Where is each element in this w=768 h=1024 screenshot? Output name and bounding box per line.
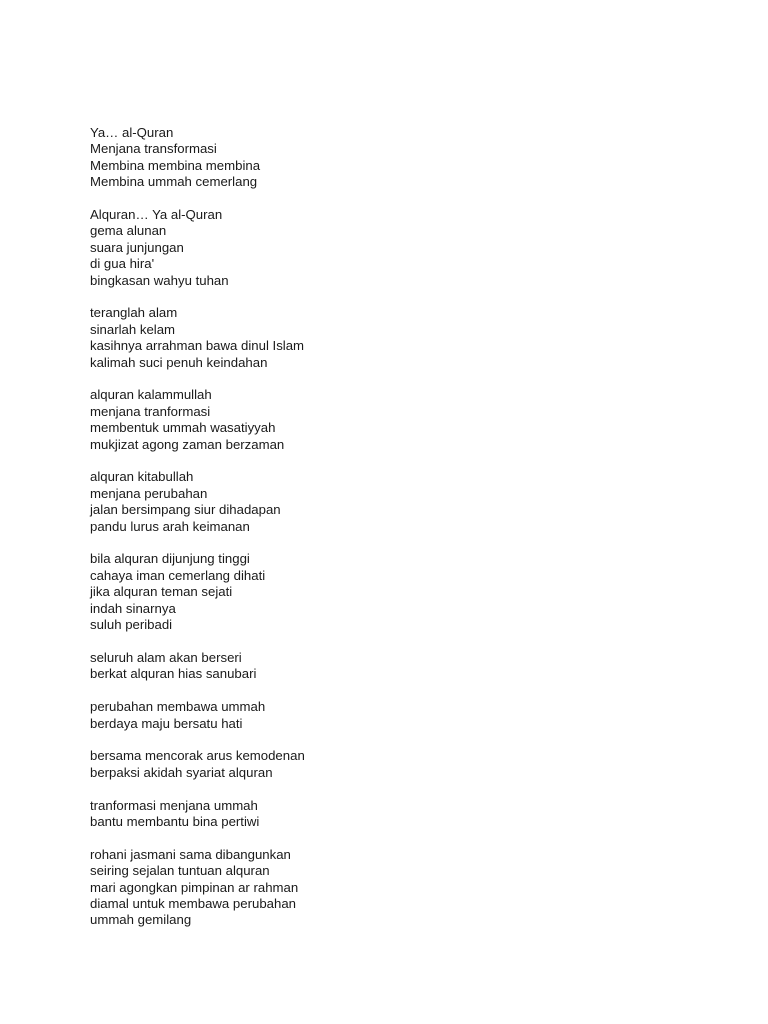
- poem-line: membentuk ummah wasatiyyah: [90, 420, 276, 436]
- poem-line: mukjizat agong zaman berzaman: [90, 436, 285, 452]
- poem-text: [90, 125, 690, 945]
- poem-stanza: [90, 847, 690, 929]
- poem-line: gema alunan: [90, 223, 167, 239]
- poem-line: seiring sejalan tuntuan alquran: [90, 863, 270, 879]
- poem-line: Menjana transformasi: [90, 141, 217, 157]
- poem-line: suluh peribadi: [90, 617, 173, 633]
- poem-line: suara junjungan: [90, 239, 184, 255]
- poem-line: cahaya iman cemerlang dihati: [90, 567, 266, 583]
- poem-stanza: [90, 207, 690, 289]
- poem-line: berdaya maju bersatu hati: [90, 715, 243, 731]
- poem-line: menjana tranformasi: [90, 403, 211, 419]
- poem-line: jalan bersimpang siur dihadapan: [90, 502, 281, 518]
- poem-line: teranglah alam: [90, 305, 178, 321]
- poem-stanza: [90, 551, 690, 633]
- poem-line: pandu lurus arah keimanan: [90, 518, 250, 534]
- poem-stanza: [90, 387, 690, 453]
- poem-stanza: [90, 469, 690, 535]
- poem-line: bantu membantu bina pertiwi: [90, 813, 260, 829]
- poem-line: berpaksi akidah syariat alquran: [90, 764, 273, 780]
- poem-stanza: [90, 305, 690, 371]
- poem-line: perubahan membawa ummah: [90, 699, 266, 715]
- poem-stanza: [90, 748, 690, 781]
- poem-line: kalimah suci penuh keindahan: [90, 354, 268, 370]
- poem-line: Alquran… Ya al-Quran: [90, 207, 223, 223]
- poem-stanza: [90, 650, 690, 683]
- poem-line: di gua hira': [90, 256, 155, 272]
- poem-line: berkat alquran hias sanubari: [90, 666, 257, 682]
- poem-line: Ya… al-Quran: [90, 125, 174, 140]
- poem-line: bingkasan wahyu tuhan: [90, 272, 229, 288]
- poem-line: Membina membina membina: [90, 157, 261, 173]
- poem-line: sinarlah kelam: [90, 321, 176, 337]
- poem-line: alquran kitabullah: [90, 469, 194, 485]
- poem-line: kasihnya arrahman bawa dinul Islam: [90, 338, 305, 354]
- poem-line: ummah gemilang: [90, 912, 192, 928]
- poem-line: tranformasi menjana ummah: [90, 797, 258, 813]
- poem-line: diamal untuk membawa perubahan: [90, 895, 296, 911]
- poem-stanza: [90, 699, 690, 732]
- poem-line: bersama mencorak arus kemodenan: [90, 748, 305, 764]
- poem-stanza: [90, 798, 690, 831]
- poem-line: jika alquran teman sejati: [90, 584, 233, 600]
- poem-line: menjana perubahan: [90, 485, 208, 501]
- poem-line: indah sinarnya: [90, 600, 176, 616]
- poem-line: rohani jasmani sama dibangunkan: [90, 846, 291, 862]
- poem-line: mari agongkan pimpinan ar rahman: [90, 879, 299, 895]
- poem-line: seluruh alam akan berseri: [90, 649, 242, 665]
- poem-line: Membina ummah cemerlang: [90, 174, 258, 190]
- poem-line: bila alquran dijunjung tinggi: [90, 551, 250, 567]
- poem-line: alquran kalammullah: [90, 387, 212, 403]
- poem-stanza: [90, 125, 690, 191]
